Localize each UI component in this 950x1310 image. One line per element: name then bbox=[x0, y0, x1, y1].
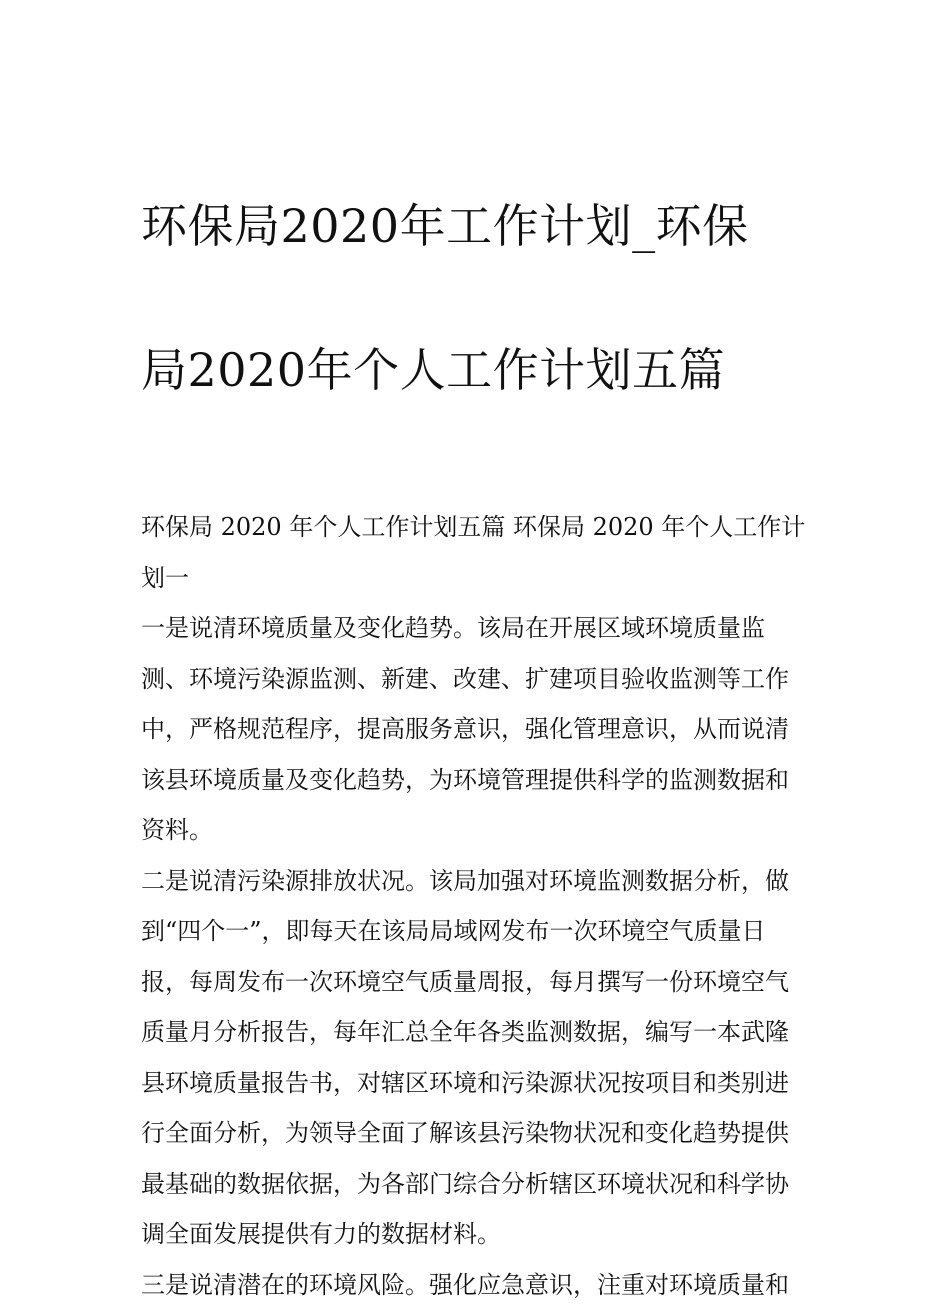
paragraph-three-line-1: 三是说清潜在的环境风险。强化应急意识，注重对环境质量和 bbox=[141, 1260, 813, 1310]
paragraph-one-line-3: 中，严格规范程序，提高服务意识，强化管理意识，从而说清 bbox=[141, 704, 813, 755]
paragraph-two-line-5: 县环境质量报告书，对辖区环境和污染源状况按项目和类别进 bbox=[141, 1058, 813, 1109]
paragraph-one-line-5: 资料。 bbox=[141, 805, 813, 856]
paragraph-two-line-2: 到“四个一”，即每天在该局局域网发布一次环境空气质量日 bbox=[141, 906, 813, 957]
paragraph-one-line-2: 测、环境污染源监测、新建、改建、扩建项目验收监测等工作 bbox=[141, 654, 813, 705]
paragraph-one-line-4: 该县环境质量及变化趋势，为环境管理提供科学的监测数据和 bbox=[141, 755, 813, 806]
paragraph-two-line-4: 质量月分析报告，每年汇总全年各类监测数据，编写一本武隆 bbox=[141, 1007, 813, 1058]
paragraph-two-line-8: 调全面发展提供有力的数据材料。 bbox=[141, 1209, 813, 1260]
intro-line-1: 环保局 2020 年个人工作计划五篇 环保局 2020 年个人工作计 bbox=[141, 502, 813, 553]
document-page bbox=[141, 118, 813, 1310]
paragraph-two-line-1: 二是说清污染源排放状况。该局加强对环境监测数据分析，做 bbox=[141, 856, 813, 907]
paragraph-two-line-3: 报，每周发布一次环境空气质量周报，每月撰写一份环境空气 bbox=[141, 957, 813, 1008]
intro-line-2: 划一 bbox=[141, 553, 813, 604]
document-title-line-1: 环保局2020年工作计划_环保 bbox=[141, 190, 813, 262]
paragraph-two-line-6: 行全面分析，为领导全面了解该县污染物状况和变化趋势提供 bbox=[141, 1108, 813, 1159]
intro-paragraph bbox=[141, 502, 813, 603]
paragraph-one-line-1: 一是说清环境质量及变化趋势。该局在开展区域环境质量监 bbox=[141, 603, 813, 654]
paragraph-two-line-7: 最基础的数据依据，为各部门综合分析辖区环境状况和科学协 bbox=[141, 1159, 813, 1210]
paragraph-one bbox=[141, 603, 813, 856]
document-title-line-2: 局2020年个人工作计划五篇 bbox=[141, 334, 813, 406]
paragraph-three bbox=[141, 1260, 813, 1310]
paragraph-two bbox=[141, 856, 813, 1260]
document-title bbox=[141, 118, 813, 478]
